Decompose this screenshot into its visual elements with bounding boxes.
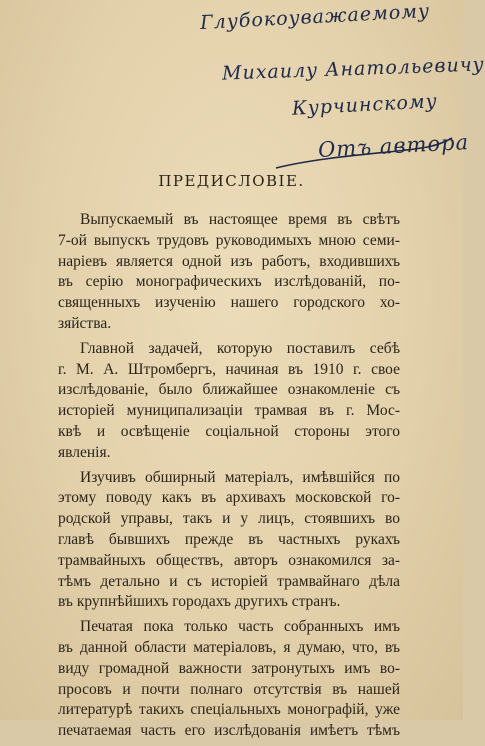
text-line: Изучивъ обширный матерiалъ, имѣвшiйся по [80, 468, 400, 486]
dedication-line: Михаилу Анатольевичу [221, 53, 485, 85]
text-line: священныхъ изученiю нашего городского хо- [58, 294, 400, 312]
text-line: нарiевъ является одной изъ работъ, входившихъ [58, 252, 400, 270]
dedication-line: Глубокоуважаемому [199, 0, 431, 35]
text-line: квѣ и освѣщенiе соцiальной стороны этого [58, 422, 400, 440]
text-line: трамвайныхъ обществъ, авторъ ознакомился за- [58, 551, 400, 569]
text-line: печатаемая часть его изслѣдованiя имѣетъ тѣмъ [58, 722, 400, 740]
paragraph [58, 339, 400, 464]
text-line: Главной задачей, которую поставилъ себѣ [80, 339, 400, 357]
text-line: тѣмъ детально и съ исторiей трамвайнаго дѣла [58, 572, 400, 590]
dedication-line: Отъ автора [317, 130, 470, 162]
text-line: исторiей муниципализацiи трамвая въ г. Мос- [58, 402, 400, 420]
text-line: главѣ бывшихъ прежде въ частныхъ рукахъ [58, 530, 400, 548]
text-line: родской управы, такъ и у лицъ, стоявшихъ во [58, 510, 400, 528]
text-line: этому поводу какъ въ архивахъ московской го- [58, 489, 400, 507]
text-line: 7-ой выпускъ трудовъ руководимыхъ мною семи- [58, 231, 400, 249]
dedication-line: Курчинскому [291, 90, 439, 120]
paragraph [58, 617, 400, 742]
paragraph [58, 210, 400, 335]
text-line: виду громадной важности затронутыхъ имъ во- [58, 659, 400, 677]
text-line: явленiя. [58, 443, 111, 461]
text-line: изслѣдованiе, было ближайшее ознакомленiе съ [58, 381, 400, 399]
text-line: въ серiю монографическихъ изслѣдованiй, по- [58, 273, 400, 291]
page-title: ПРЕДИСЛОВIЕ. [158, 172, 305, 190]
paragraph [58, 468, 400, 614]
preface-text [58, 210, 400, 746]
handwritten-dedication [0, 0, 485, 190]
text-line: въ данной области матерiаловъ, я думаю, что, въ [58, 638, 400, 656]
text-line: зяйства. [58, 314, 112, 332]
text-line: г. М. А. Штромбергъ, начиная въ 1910 г. свое [58, 360, 400, 378]
text-line: Печатая пока только часть собранныхъ имъ [80, 618, 400, 636]
text-line: въ крупнѣйшихъ городахъ другихъ странъ. [58, 593, 341, 611]
text-line: Выпускаемый въ настоящее время въ свѣтъ [80, 211, 400, 228]
text-line: литературѣ такихъ спецiальныхъ монографiй, уже [58, 701, 400, 719]
text-line: просовъ и почти полнаго отсутствiя въ нашей [58, 680, 400, 698]
